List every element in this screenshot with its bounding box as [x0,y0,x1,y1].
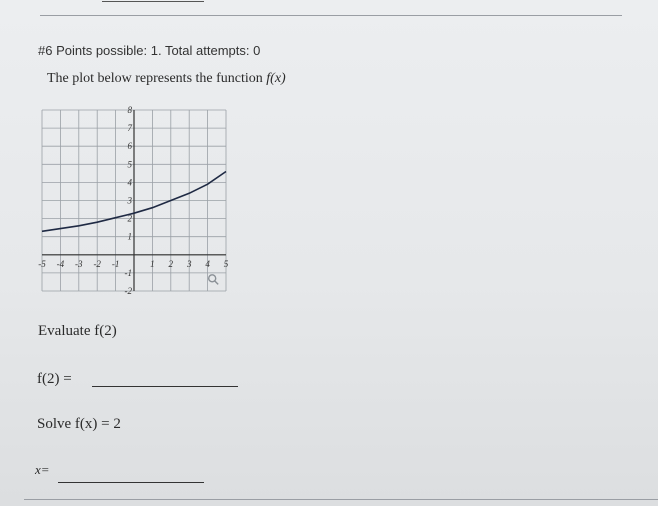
x-tick-label: -1 [111,258,120,269]
answer1-label: f(2) = [37,371,72,387]
prompt-text: The plot below represents the function [47,71,263,86]
x-tick-label: 5 [223,258,229,269]
y-tick-label: 7 [127,123,132,134]
y-tick-label: 5 [127,159,132,170]
x-tick-label: -2 [93,258,101,269]
answer1-input[interactable] [92,386,238,387]
magnifier-icon[interactable] [209,275,219,285]
x-tick-label: 4 [205,258,210,269]
x-tick-label: -3 [75,258,83,269]
y-tick-label: 6 [127,141,132,152]
evaluate-label: Evaluate f(2) [38,323,117,339]
function-graph[interactable] [36,104,232,297]
x-tick-label: 3 [186,258,192,269]
question-header: #6 Points possible: 1. Total attempts: 0 [38,43,261,58]
previous-answer-blank[interactable] [102,1,204,2]
y-tick-label: 8 [127,105,132,115]
solve-label: Solve f(x) = 2 [37,416,121,432]
answer2-input[interactable] [58,482,204,483]
y-tick-label: 3 [127,195,132,206]
y-tick-label: 2 [127,213,132,224]
graph-svg [36,104,232,297]
y-tick-label: 4 [127,177,132,188]
y-tick-label: -2 [124,286,132,296]
divider-bottom [24,499,658,500]
divider-top [40,15,622,16]
x-tick-label: -4 [56,258,65,269]
y-tick-label: 1 [127,231,132,242]
y-tick-label: -1 [124,267,132,278]
answer2-label: x= [35,462,50,477]
x-tick-label: 2 [168,258,174,269]
x-tick-label: -5 [38,258,46,269]
question-prompt [47,71,286,87]
x-tick-label: 1 [150,258,155,269]
prompt-function: f(x) [266,71,286,86]
